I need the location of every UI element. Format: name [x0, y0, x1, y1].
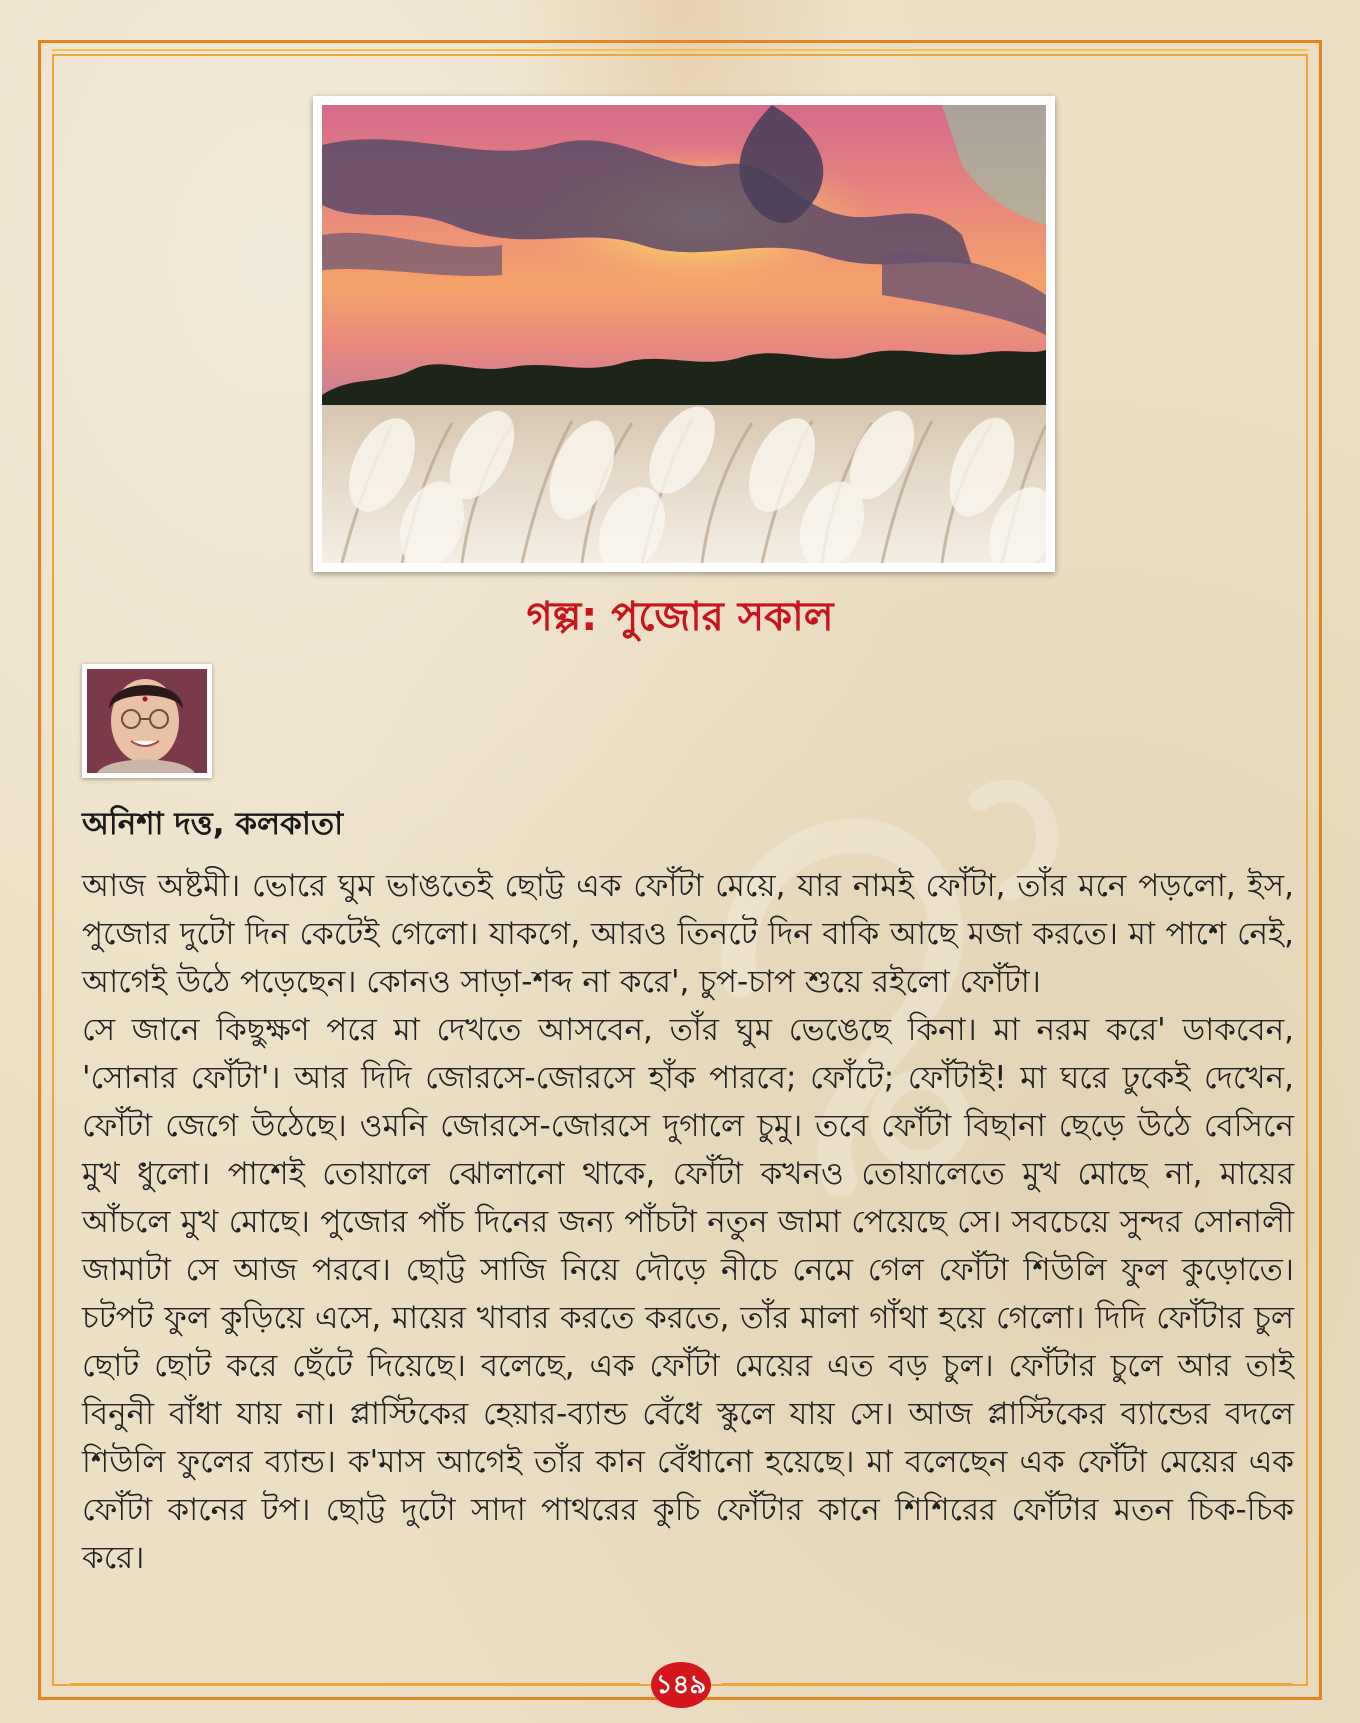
- story-body: [82, 862, 1294, 1582]
- sunset-kash-field-image: [322, 105, 1046, 563]
- story-header-photo: [313, 96, 1055, 572]
- author-photo: [82, 664, 212, 778]
- footer-line-right: [722, 1683, 1292, 1686]
- story-paragraph-2: সে জানে কিছুক্ষণ পরে মা দেখতে আসবেন, তাঁর ঘুম ভেঙেছে কিনা। মা নরম করে' ডাকবেন, 'সোনার ফোঁটা'। আর দিদি জোরসে-জোরসে হাঁক পারবে; ফোঁটে; ফোঁটাই! মা ঘরে ঢুকেই দেখেন, ফোঁটা জেগে উঠেছে। ওমনি জোরসে-জোরসে দুগালে চুমু। তবে ফোঁটা বিছানা ছেড়ে উঠে বেসিনে মুখ ধুলো। পাশেই তোয়ালে ঝোলানো থাকে, ফোঁটা কখনও তোয়ালেতে মুখ মোছে না, মায়ের আঁচলে মুখ মোছে। পুজোর পাঁচ দিনের জন্য পাঁচটা নতুন জামা পেয়েছে সে। সবচেয়ে সুন্দর সোনালী জামাটা সে আজ পরবে। ছোট্ট সাজি নিয়ে দৌড়ে নীচে নেমে গেল ফোঁটা শিউলি ফুল কুড়োতে। চটপট ফুল কুড়িয়ে এসে, মায়ের খাবার করতে করতে, তাঁর মালা গাঁথা হয়ে গেলো। দিদি ফোঁটার চুল ছোট ছোট করে ছেঁটে দিয়েছে। বলেছে, এক ফোঁটা মেয়ের এত বড় চুল। ফোঁটার চুলে আর তাই বিনুনী বাঁধা যায় না। প্লাস্টিকের হেয়ার-ব্যান্ড বেঁধে স্কুলে যায় সে। আজ প্লাস্টিকের ব্যান্ডের বদলে শিউলি ফুলের ব্যান্ড। ক'মাস আগেই তাঁর কান বেঁধানো হয়েছে। মা বলেছেন এক ফোঁটা মেয়ের এক ফোঁটা কানের টপ। ছোট্ট দুটো সাদা পাথরের কুচি ফোঁটার কানে শিশিরের ফোঁটার মতন চিক-চিক করে।: [82, 1012, 1294, 1576]
- page-number-badge: ১৪৯: [651, 1662, 711, 1708]
- footer-line-left: [70, 1683, 640, 1686]
- story-paragraph-1: আজ অষ্টমী। ভোরে ঘুম ভাঙতেই ছোট্ট এক ফোঁটা মেয়ে, যার নামই ফোঁটা, তাঁর মনে পড়লো, ইস, পুজোর দুটো দিন কেটেই গেলো। যাকগে, আরও তিনটে দিন বাকি আছে মজা করতে। মা পাশে নেই, আগেই উঠে পড়েছেন। কোনও সাড়া-শব্দ না করে', চুপ-চাপ শুয়ে রইলো ফোঁটা।: [82, 868, 1294, 1000]
- author-portrait-image: [87, 669, 207, 773]
- story-title: গল্প: পুজোর সকাল: [526, 594, 834, 640]
- author-name: অনিশা দত্ত, কলকাতা: [82, 806, 344, 842]
